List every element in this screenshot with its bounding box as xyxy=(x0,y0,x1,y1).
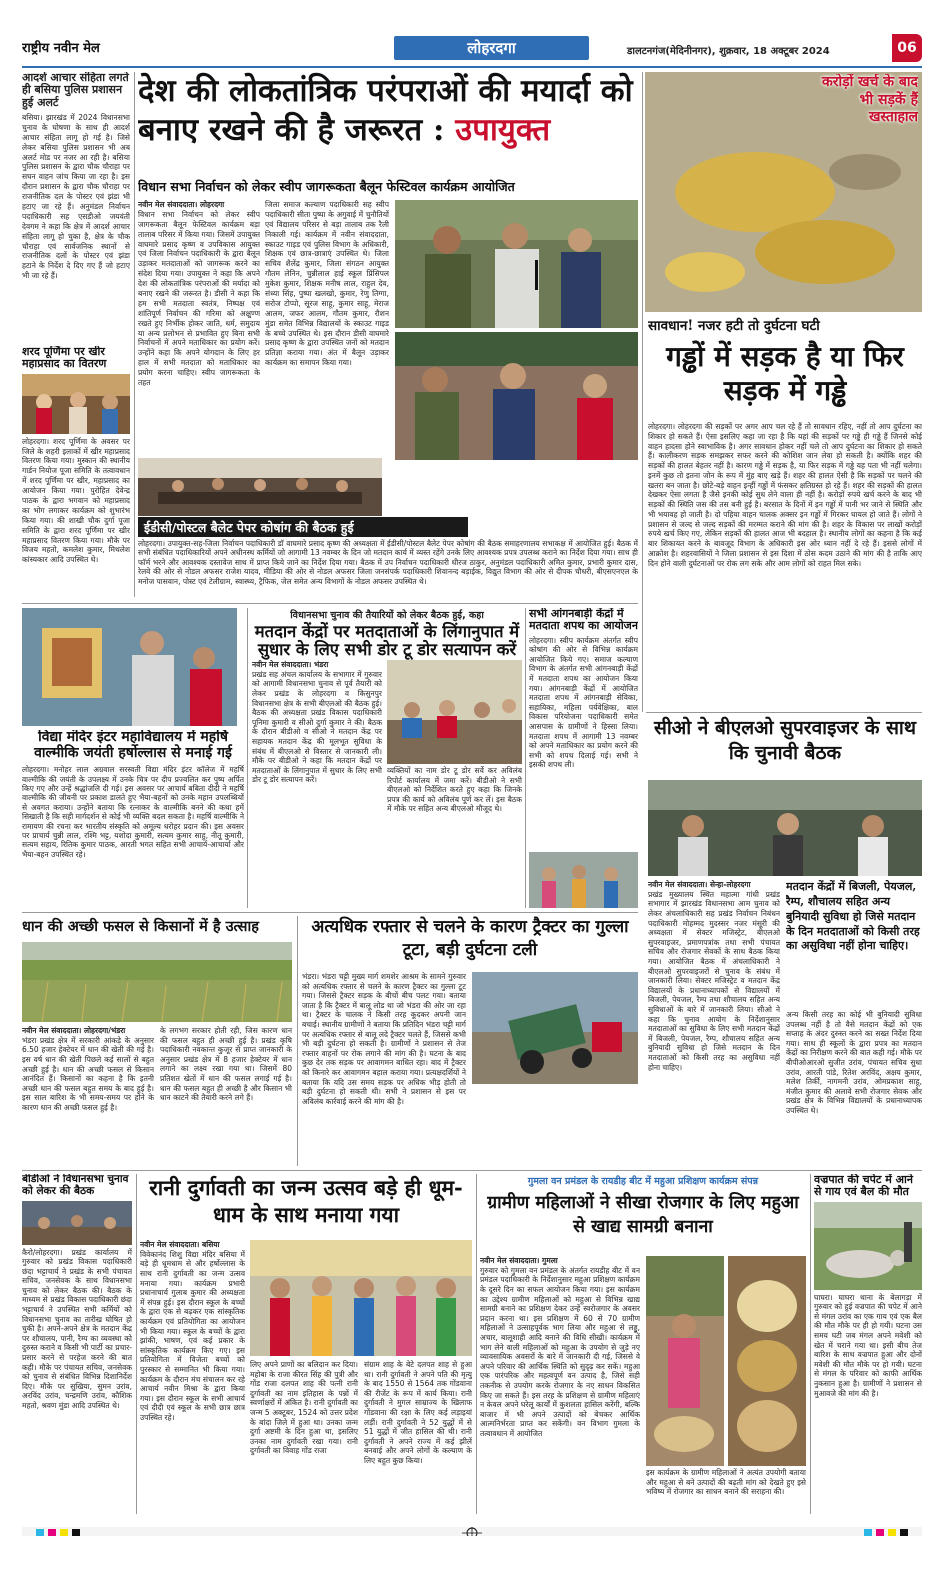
photo-bdo-meeting xyxy=(22,1201,132,1245)
headline-tail: उपायुक्त xyxy=(455,111,551,148)
lead-subhead: विधान सभा निर्वाचन को लेकर स्वीप जागरूकता बैलून फेस्टिवल कार्यक्रम आयोजित xyxy=(138,179,515,194)
photo-balloon-festival-dc xyxy=(395,200,638,328)
article-text: लोहरदगा। उपायुक्त-सह-जिला निर्वाचन पदाधिकारी डॉ वाघमारे प्रसाद कृष्ण की अध्यक्षता में ईडीसी/पोस्टल बैलेट पेपर कोषांग की बैठक समाहरणालय सभाकक्ष में आयोजित हुई। बैठक में सभी संबंधित पदाधिकारियों अपने अधीनस्थ कर्मियों जो आगामी 13 नवम्बर के दिन जो मतदान कार्य में व्यस्त रहेंगे उनके लिए आवश्यक प्रपत्र उपलब्ध कराने का निर्देश दिया गया। साथ ही फॉर्म भरने और आवश्यक दस्तावेज साथ में प्राप्त किये जाने का निर्देश दिया गया। बैठक में उप निर्वाचन पदाधिकारी धीरज ठाकुर, अनुमंडल पदाधिकारी अमित कुमार, प्रभारी कुमार दास, रेलवे की ओर से नोडल अफसर राजेश यादव, मीडिया की ओर से नोडल अफसर जिला जनसंपर्क पदाधिकारी शिवानन्द बड़ाईक, विद्युत विभाग की ओर से दीपक चौधरी, बीएसएनएल के मनोज पासवान, पोस्ट एवं टेलीग्राम, स्वास्थ्य, ट्रैफिक, जेल समेत अन्य विभागों के नोडल अफसर उपस्थित थे। xyxy=(138,539,638,586)
masthead xyxy=(22,34,922,64)
co-meeting-pullquote: मतदान केंद्रों में बिजली, पेयजल, रैम्प, शौचालय सहित अन्य बुनियादी सुविधा हो जिसे मतदान के दिन मतदाताओं को किसी तरह का असुविधा नहीं होना चाहिए। xyxy=(786,880,920,953)
headline: बीडीओ ने विधानसभा चुनाव को लेकर की बैठक xyxy=(22,1174,129,1197)
article-text: भंडरा प्रखंड क्षेत्र में सरकारी आंकड़े के अनुसार 6.50 हजार हेक्टेयर में धान की खेती की गई है। इस वर्ष धान की खेती पिछले कई सालों से बहुत अच्छी हुई है। धान की अच्छी फसल से किसान आनंदित हैं। किसानों का कहना है कि इतनी अच्छी धान की फसल बहुत समय के बाद हुई है। इस साल बारिश के भी समय-समय पर होने के कारण धान की अच्छी फसल हुई है। xyxy=(22,1035,154,1113)
photo-kheer-distribution xyxy=(22,374,130,434)
paddy-text-col2 xyxy=(160,1026,292,1166)
mahua-text xyxy=(480,1256,640,1514)
durgavati-text-col3 xyxy=(364,1360,472,1514)
headline: शरद पूर्णिमा पर खीर महाप्रसाद का वितरण xyxy=(22,346,107,371)
column-divider xyxy=(476,1174,477,1514)
headline: मतदान केंद्रों पर मतदाताओं के लिंगानुपात में सुधार के लिए सभी डोर टू डोर सत्यापन करें xyxy=(254,622,520,660)
article-text: लोहरदगा। लोहरदगा की सड़कों पर अगर आप चल रहे हैं तो सावधान रहिए, नहीं तो आप दुर्घटना का शिकार हो सकते हैं। ऐसा इसलिए कहा जा रहा है कि यहां की सड़कों पर गड्ढे ही गड्ढे हैं जिनसे कोई वाहन हादसा होने स्वाभाविक है। अगर सावधान होकर नहीं चले तो आप दुर्घटना का शिकार हो सकते हैं। कालीकरण सड़क समझकर सफर करने की कोशिश जान लेवा हो सकती है। क्योंकि शहर की सड़कों की हालत बेहतर नहीं है। कारण गड्ढे में सड़क है, या फिर सड़क में गड्ढे यह पता भी नहीं चलेगा। इनमें कुछ तो इतना जोन के रूप में मुंह बाए खड़े हैं। शहर की हालत ऐसी है कि सड़कों पर चलने की खतरा बन जाता है। छोटे-बड़े वाहन इन्हीं गड्ढों में फंसकर क्षतिग्रस्त हो रहे हैं। शहर की सड़कों की हालत देखकर ऐसा लगता है जैसे इनकी कोई सुध लेने वाला ही नहीं है। करोड़ों रुपये खर्च करने के बाद भी सड़कों की स्थिति जस की तस बनी हुई है। बरसात के दिनों में इन गड्ढों में पानी भर जाने से स्थिति और भी भयावह हो जाती है। दो पहिया वाहन चालक अक्सर इन गड्ढों में गिरकर घायल हो जाते हैं। लोगों ने प्रशासन से जल्द से जल्द सड़कों की मरम्मत कराने की मांग की है। शहर के विकास पर लाखों करोड़ों रुपये खर्च किए गए, लेकिन सड़कों की हालत आज भी बदहाल है। स्थानीय लोगों का कहना है कि कई बार शिकायत करने के बावजूद विभाग के अधिकारी इस ओर ध्यान नहीं दे रहे हैं। इससे लोगों में आक्रोश है। शहरवासियों ने जिला प्रशासन से इस दिशा में ठोस कदम उठाने की मांग की है ताकि आए दिन होने वाली दुर्घटनाओं पर रोक लग सके और आम लोगों को राहत मिल सके। xyxy=(648,422,922,568)
section-divider xyxy=(22,1170,922,1171)
headline: वज्रपात की चपेट में आने से गाय एवं बैल की मौत xyxy=(814,1174,914,1199)
article-text: प्रखंड सह अंचल कार्यालय के सभागार में गुरुवार को आगामी विधानसभा चुनाव से पूर्व तैयारी को लेकर प्रखंड के लोहरदगा व किसुनपुर विधानसभा क्षेत्र के सभी बीएलओ की बैठक हुई। बैठक की अध्यक्षता प्रखंड विकास पदाधिकारी पूनिमा कुमारी व सीओ दुर्गा कुमार ने की। बैठक के दौरान बीडीओ व सीओ ने मतदान केंद्र पर सहायक मतदान केंद्र की मूलभूत सुविधा के संबंध में बीएलओ से विस्तार से जानकारी ली। मौके पर बीडीओ ने कहा कि मतदान केंद्रों पर मतदाताओं के लिंगानुपात में सुधार के लिए सभी डोर टू डोर सत्यापन करें। xyxy=(252,669,382,785)
photo-co-meeting xyxy=(648,780,922,876)
story-paddy-headline: धान की अच्छी फसल से किसानों में है उत्साह xyxy=(22,918,259,935)
column-divider xyxy=(642,72,643,712)
edc-meeting-headline: ईडीसी/पोस्टल बैलेट पेपर कोषांग की बैठक हुई xyxy=(138,517,468,537)
kicker: विधानसभा चुनाव की तैयारियों को लेकर बैठक हुई, कहा xyxy=(290,610,484,621)
byline: नवीन मेल संवाददाता। लोहरदगा/भंडरा xyxy=(22,1026,126,1035)
photo-dead-cattle xyxy=(814,1202,922,1290)
column-divider xyxy=(810,1174,811,1514)
gender-ratio-text-col1 xyxy=(252,660,382,908)
masthead-rule xyxy=(22,66,922,68)
byline: नवीन मेल संवाददाता। भंडरा xyxy=(252,660,329,669)
story-rani-durgavati-headline: रानी दुर्गावती का जन्म उत्सव बड़े ही धूम-धाम के साथ मनाया गया xyxy=(149,1175,463,1228)
article-text: प्रखंड मुख्यालय स्थित महात्मा गांधी प्रखंड सभागार में झारखंड विधानसभा आम चुनाव को लेकर अंचलाधिकारी सह प्रखंड निर्वाचन निबंधन पदाधिकारी मोहम्मद मुदस्सर नजर मंसूरी की अध्यक्षता में सेक्टर मजिस्ट्रेट, बीएलओ सुपरवाइजर, प्रमाणपत्रांक तथा सभी पंचायत सचिव और रोजगार सेवकों के साथ बैठक किया गया। आयोजित बैठक में अंचलाधिकारी ने बीएलओ सुपरवाइजरों से चुनाव के संबंध में जानकारी लिया। सेक्टर मजिस्ट्रेट व मतदान केंद्र विद्यालयों के प्रधानाध्यापकों से विद्यालयों में बिजली, पेयजल, रैम्प तथा शौचालय सहित अन्य सुविधाओं के बारे में जानकारी लिया। सीओ ने कहा कि चुनाव आयोग के निर्देशानुसार मतदाताओं का सुविधा के लिए सभी मतदान केंद्रों में बिजली, पेयजल, रैम्प, शौचालय सहित अन्य बुनियादी सुविधा हो जिसे मतदान के दिन मतदाताओं को किसी तरह का असुविधा नहीं होना चाहिए। xyxy=(648,889,780,1072)
article-text: विधान सभा निर्वाचन को लेकर स्वीप जागरूकता बैलून फेस्टिवल कार्यक्रम बड़ा तालाब परिसर में किया गया। जिसमें उपायुक्त वाघमारे प्रसाद कृष्ण व उपविकास आयुक्त एवं जिला निर्वाचन पदाधिकारी के द्वारा बैलून उड़ाकर मतदाताओं को जागरूक करने का संदेश दिया गया। उपायुक्त ने कहा कि अपने देश की लोकतांत्रिक परंपराओं की मर्यादा को बनाए रखने की जरूरत है। डीसी ने कहा कि हम सभी मतदाता स्वतंत्र, निष्पक्ष एवं शांतिपूर्ण निर्वाचन की गरिमा को अक्षुण्ण रखते हुए निर्भीक होकर जाति, धर्म, समुदाय या अन्य प्रलोभन से प्रभावित हुए बिना सभी निर्वाचनों में अपने मताधिकार का प्रयोग करें। उन्होंने कहा कि अपने योगदान के लिए हर हाल में सभी मतदाता को मताधिकार का प्रयोग करना चाहिए। स्वीप जागरूकता के तहत xyxy=(138,209,260,388)
dateline: डालटनगंज(मेदिनीनगर), शुक्रवार, 18 अक्टूबर 2024 xyxy=(627,46,830,57)
photo-valmiki-jayanti xyxy=(22,608,237,726)
byline: नवीन मेल संवाददाता। गुमला xyxy=(480,1256,558,1265)
article-text: घाघरा। घाघरा थाना के बेलागड़ा में गुरुवार को हुई वज्रपात की चपेट में आने से मंगल उरांव का एक गाय एवं एक बैल की मौत मौके पर ही हो गयी। घटना उस समय घटी जब मंगल अपने मवेशी को खेत में चराने गया था। इसी बीच तेज बारिश के साथ वज्रपात हुआ और दोनों मवेशी की मौत मौके पर हो गयी। घटना से मंगल के परिवार को काफी आर्थिक नुकसान हुआ है। ग्रामीणों ने प्रशासन से मुआवजे की मांग की है। xyxy=(814,1292,922,1398)
section-divider xyxy=(22,603,638,604)
pothole-kicker: सावधान! नजर हटी तो दुर्घटना घटी xyxy=(648,318,820,334)
article-text: जिला समाज कल्याण पदाधिकारी सह स्वीप पदाधिकारी सीता पुष्पा के अगुवाई में चुनौतियों एवं विद्यालय परिसर से बड़ा तालाब तक रैली निकाली गई। कार्यक्रम में नवीन संवाददाता, स्काउट गाइड एवं पुलिस विभाग के अधिकारी, शिक्षक एवं छात्र-छात्राएं उपस्थित थे। जिला सचिव शैलेंद्र कुमार, जिला संगठन आयुक्त गौतम लेनिन, चुन्नीलाल हाई स्कूल प्रिंसिपल मुकेश कुमार, शिक्षक मनीष लाल, राहुल देव, संध्या सिंह, पुष्पा खलखो, कुमार, रेणु तिग्गा, सरोज टोप्पो, सूरज साहू, कुमार साहू, मेराज आलम, जफर आलम, गौतम कुमार, रौशन मुंडा समेत विभिन्न विद्यालयों के स्काउट गाइड के बच्चे उपस्थित थे। इस दौरान डीसी वाघमारे प्रसाद कृष्ण के द्वारा उपस्थित जनों को मतदान प्रतिज्ञा कराया गया। अंत में बैलून उड़ाकर कार्यक्रम का समापन किया गया। xyxy=(265,200,389,368)
article-text: लोहरदगा। मनोहर लाल अग्रवाल सरस्वती विद्या मंदिर इंटर कॉलेज में महर्षि वाल्मीकि की जयंती के उपलक्ष्य में उनके चित्र पर दीप प्रज्वलित कर पुष्प अर्पित किए गए और उन्हें श्रद्धांजलि दी गई। इस अवसर पर आचार्य बबिता दीदी ने महर्षि वाल्मीकि की जीवनी पर प्रकाश डालते हुए भैया-बहनों को उनके महान उपलब्धियों से अवगत कराया। उन्होंने बताया कि रत्नाकर के वाल्मीकि बनने की कथा हमें सिखाती है कि सही मार्गदर्शन से कोई भी व्यक्ति बदल सकता है। महर्षि वाल्मीकि ने रामायण की रचना कर भारतीय संस्कृति को अमूल्य धरोहर प्रदान की। इस अवसर पर प्राचार्य चुन्नी लाल, रश्मि भट्ट, यशोदा कुमारी, सत्यम कुमार साहु, नीतू कुमारी, सत्यम सहाय, रितिक कुमार पाठक, आरती भगत सहित सभी आचार्य-आचार्या और भैया-बहन उपस्थित रहे। xyxy=(22,765,244,859)
photo-anganwadi-oath xyxy=(529,852,638,908)
mahua-photo-caption xyxy=(646,1468,806,1514)
column-divider xyxy=(247,608,248,908)
story-edc-meeting-text xyxy=(138,539,638,599)
article-text: कैरो/लोहरदगा। प्रखंड कार्यालय में गुरुवार को प्रखंड विकास पदाधिकारी छंदा भट्टाचार्य ने प्रखंड के सभी पंचायत सचिव, जनसेवक के साथ विधानसभा चुनाव को लेकर बैठक की। बैठक के माध्यम से प्रखंड विकास पदाधिकारी छंदा भट्टाचार्य ने उपस्थित सभी कर्मियों को विधानसभा चुनाव का तारीख घोषित हो चुकी है। अपने-अपने क्षेत्र के मतदान केंद्र पर शौचालय, पानी, रैम्प का व्यवस्था को दुरुस्त कराने व किसी भी पार्टी का प्रचार-प्रसार करने से परहेज करने की बात कही। मौके पर पंचायत सचिव, जनसेवक को चुनाव से संबंधित विभिन्न दिशानिर्देश दिए। मौके पर सुखिया, सुमन उरांव, अरविंद उरांव, चन्द्रमणि उरांव, कौशिक महतो, श्रवण मुंडा आदि उपस्थित थे। xyxy=(22,1247,132,1410)
lead-text-col2 xyxy=(265,200,389,458)
column-divider xyxy=(136,1174,137,1514)
story-voter-oath xyxy=(529,608,638,848)
photo-edc-meeting xyxy=(138,458,382,516)
byline: नवीन मेल संवाददाता। सेन्हा-लोहरदगा xyxy=(648,880,751,889)
byline: नवीन मेल संवाददाता। बसिया xyxy=(140,1240,220,1249)
brand-logo: राष्ट्रीय नवीन मेल xyxy=(22,41,100,56)
story-mahua-headline: ग्रामीण महिलाओं ने सीखा रोजगार के लिए महुआ से खाद्य सामग्री बनाना xyxy=(487,1193,799,1237)
pothole-overlay-headline: करोड़ों खर्च के बाद भी सड़कें हैं खस्ताहाल xyxy=(822,74,918,125)
photo-balloon-festival-students xyxy=(395,332,638,460)
story-co-blo-meeting-headline: सीओ ने बीएलओ सुपरवाइजर के साथ कि चुनावी बैठक xyxy=(653,717,916,764)
photo-tractor-accident xyxy=(472,972,638,1084)
article-text: विवेकानंद शिशु विद्या मंदिर बसिया में बड़े ही धूमधाम से और हर्षोल्लास के साथ रानी दुर्गावती का जन्म उत्सव मनाया गया। कार्यक्रम प्रभारी प्रधानाचार्य गुलाब कुमार की अध्यक्षता में संपन्न हुई। इस दौरान स्कूल के बच्चों के द्वारा एक से बढ़कर एक सांस्कृतिक कार्यक्रम एवं प्रतियोगिता का आयोजन भी किया गया। स्कूल के बच्चों के द्वारा झांकी, भाषण, एवं कई प्रकार के सांस्कृतिक कार्यक्रम किए गए। इस प्रतियोगिता में विजेता बच्चों को पुरस्कार से सम्मानित भी किया गया। कार्यक्रम के दौरान मंच संचालन कर रहे आचार्य नवीन मिश्रा के द्वारा किया गया। इस दौरान स्कूल के सभी आचार्य एवं दीदी एवं स्कूल के सभी छात्र छात्र उपस्थित रहे। xyxy=(140,1249,245,1422)
page-number: 06 xyxy=(892,34,922,62)
headline-main: देश की लोकतांत्रिक परंपराओं की मयार्दा को बनाए रखने की है जरूरत : xyxy=(138,73,633,148)
section-divider xyxy=(22,912,638,913)
color-registration-strip xyxy=(22,1524,922,1536)
article-text: लोहरदगा। स्वीप कार्यक्रम अंतर्गत स्वीप कोषांग की ओर से विभिन्न कार्यक्रम आयोजित किये गए। समाज कल्याण विभाग के अंतर्गत सभी आंगनबाड़ी केंद्रों में मतदाता शपथ का आयोजन किया गया। आंगनबाड़ी केंद्रों में आयोजित मतदाता शपथ में आंगनबाड़ी सेविका, सहायिका, महिला पर्यवेक्षिका, बाल विकास परियोजना पदाधिकारी समेत आसपास के ग्रामीणों ने हिस्सा लिया। मतदाता शपथ में आगामी 13 नवम्बर को अपने मताधिकार का प्रयोग करने की सभी को शपथ दिलाई गई। सभी ने इसकी शपथ ली। xyxy=(529,635,638,770)
byline: नवीन मेल संवाददाता। लोहरदगा xyxy=(138,200,225,209)
co-meeting-text-2 xyxy=(786,1010,922,1164)
lead-text-col1 xyxy=(138,200,260,458)
caption-text: इस कार्यक्रम के ग्रामीण महिलाओं ने अत्यंत उपयोगी बताया और महुआ से बने उत्पादों की बढ़ती मांग को देखते हुए इसे भविष्य में रोजगार का साधन बनाने की सराहना की। xyxy=(646,1468,806,1497)
story-tractor-headline: अत्यधिक रफ्तार से चलने के कारण ट्रैक्टर का गुल्ला टूटा, बड़ी दुर्घटना टली xyxy=(311,917,629,960)
photo-blo-meeting xyxy=(387,660,522,764)
paddy-text-col1 xyxy=(22,1026,154,1166)
pothole-text xyxy=(648,422,922,702)
article-text: बसिया। झारखंड में 2024 विधानसभा चुनाव के घोषणा के साथ ही आदर्श आचार संहिता लागू हो गई है। जिसे लेकर बसिया पुलिस प्रशासन भी अब अलर्ट मोड पर नजर आ रही है। बसिया पुलिस प्रशासन के द्वारा चौक चौराहा पर सघन वाहन जांच किया जा रहा है। इस दौरान प्रशासन के द्वारा चौक चौराहा पर राजनीतिक दल के पोस्टर एवं झंडा भी हटाए जा रहे हैं। अनुमंडल निर्वाचन पदाधिकारी सह एसडीओ जयवंती देवगम ने कहा कि क्षेत्र में आदर्श आचार संहिता लागू हो चुका है, क्षेत्र के चौक चौराहा एवं सार्वजनिक स्थानों से राजनीतिक दलों के पोस्टर एवं झंडा हटाने के निर्देश दे दिए गए हैं जो हटाए भी जा रहे हैं। xyxy=(22,112,130,281)
article-text: भंडरा। भंडरा चट्टी मुख्य मार्ग शमशेर आश्रम के सामने गुरुवार को अत्यधिक रफ्तार से चलने के कारण ट्रैक्टर का गुल्ला टूट गया। जिससे ट्रैक्टर सड़क के बीचों बीच पलट गया। बताया जाता है कि ट्रैक्टर में बालू लोड था जो भंडरा की ओर जा रहा था। ट्रैक्टर के चालक ने किसी तरह कूदकर अपनी जान बचाई। स्थानीय ग्रामीणों ने बताया कि प्रतिदिन भंडरा चट्टी मार्ग पर अत्यधिक रफ्तार से बालू लदे ट्रैक्टर चलते हैं, जिससे कभी भी बड़ी दुर्घटना हो सकती है। ग्रामीणों ने प्रशासन से तेज रफ्तार वाहनों पर रोक लगाने की मांग की है। घटना के बाद कुछ देर तक सड़क पर आवागमन बाधित रहा। बाद में ट्रैक्टर को किनारे कर आवागमन बहाल कराया गया। प्रत्यक्षदर्शियों ने बताया कि यदि उस समय सड़क पर अधिक भीड़ होती तो बड़ी दुर्घटना हो सकती थी। सभी ने प्रशासन से इस पर अविलंब कार्रवाई करने की मांग की है। xyxy=(302,972,466,1106)
tractor-text xyxy=(302,972,466,1166)
story-police-alert xyxy=(22,72,130,342)
durgavati-text-col1 xyxy=(140,1240,245,1514)
section-divider xyxy=(646,712,922,713)
article-text: के लगभग सरकार होती रही, जिस कारण धान की फसल बहुत ही अच्छी हुई है। प्रखंड कृषि पदाधिकारी नवकान्त कुजूर से प्राप्त जानकारी के अनुसार प्रखंड क्षेत्र में 8 हजार हेक्टेयर में धान लगाने का लक्ष्य रखा गया था। जिसमें 80 प्रतिशत खेतों में धान की फसल लगाई गई है। धान की फसल बहुत ही अच्छी है और किसान भी धान काटने की तैयारी करने लगे हैं। xyxy=(160,1026,292,1103)
story-valmiki-jayanti xyxy=(22,730,244,908)
article-text: लोहरदगा। शरद पूर्णिमा के अवसर पर जिले के शहरी इलाकों में खीर महाप्रसाद वितरण किया गया। मुस्कान की स्थानीय गार्डन नियोज पूजा समिति के तत्वावधान में शरद पूर्णिमा पर खीर, महाप्रसाद का आयोजन किया गया। पुरोहित देवेन्द्र पाठक के द्वारा भगवान को महाप्रसाद का भोग लगाकर कार्यक्रम को शुभारंभ किया गया। की शाखी चौक दुर्गा पूजा समिति के द्वारा शरद पूर्णिमा पर खीर महाप्रसाद वितरण किया गया। मौके पर विजय महतो, कमलेश कुमार, मिथलेश कांस्यकार आदि उपस्थित थे। xyxy=(22,436,130,565)
article-text: गुरुवार को गुमला वन प्रमंडल के अंतर्गत रायडीह बीट में वन प्रमंडल पदाधिकारी के निर्देशानुसार महुआ प्रशिक्षण कार्यक्रम के दूसरे दिन का सफल आयोजन किया गया। इस कार्यक्रम का उद्देश्य ग्रामीण महिलाओं को महुआ से विभिन्न खाद्य सामग्री बनाने का प्रशिक्षण देकर उन्हें स्वरोजगार के अवसर प्रदान करना था। इस प्रशिक्षण में 60 से 70 ग्रामीण महिलाओं ने उत्साहपूर्वक भाग लिया और महुआ से लड्डू, अचार, बालूशाही आदि बनाने की विधि सीखी। कार्यक्रम में भाग लेने वाली महिलाओं को महुआ के उपयोग से जुड़े नए व्यावसायिक अवसरों के बारे में जानकारी दी गई, जिससे वे अपने परिवार की आर्थिक स्थिति को सुदृढ़ कर सकें। महुआ एक पारंपरिक और महत्वपूर्ण वन उत्पाद है, जिसे सही तकनीक से उपयोग करके रोजगार के नए साधन विकसित किए जा सकते हैं। इस तरह के प्रशिक्षण से ग्रामीण महिलाएं न केवल अपने घरेलू कार्यों में कुशलता हासिल करेंगी, बल्कि बाजार में भी अपने उत्पादों को बेचकर आर्थिक आत्मनिर्भरता प्राप्त कर सकेंगी। वन विभाग गुमला के तत्वावधान में आयोजित xyxy=(480,1265,640,1438)
co-meeting-text xyxy=(648,880,780,1164)
registration-marks xyxy=(22,1527,922,1536)
article-text: संग्राम शाह के बेटे दलपत शाह से हुआ था। रानी दुर्गावती ने अपने पति की मृत्यु के बाद 1550 से 1564 तक गोंडवाना की रीजेंट के रूप में कार्य किया। रानी दुर्गावती ने मुगल साम्राज्य के खिलाफ गोंडवाना की रक्षा के लिए कई लड़ाइयां लड़ीं। रानी दुर्गावती ने 52 युद्धों में से 51 युद्धों में जीत हासिल की थी। रानी दुर्गावती ने अपने राज्य में कई झीलें बनवाई और अपने लोगों के कल्याण के लिए बहुत कुछ किया। xyxy=(364,1360,472,1465)
photo-durgavati-celebration xyxy=(250,1240,472,1356)
story-sharad-purnima xyxy=(22,346,130,596)
article-text: अन्य किसी तरह का कोई भी बुनियादी सुविधा उपलब्ध नहीं है तो वैसे मतदान केंद्रों को एक सप्ताह के अंदर दुरुस्त करने का सख्त निर्देश दिया गया। साथ ही स्कूलों के द्वारा प्रपत्र का मतदान केंद्रों का निरीक्षण करने की बात कही गई। मौके पर बीपीओआरओ सुजीत उरांव, पंचायत सचिव सुधा उरांव, आरती पांडे, रितेश अरविंद, अक्षय कुमार, मलेश तिर्की, नागमनी उरांव, ओमप्रकाश साहू, मंजीत कुमार की अलावे सभी रोजगार सेवक और प्रखंड क्षेत्र के विभिन्न विद्यालयों के प्रधानाध्यापक उपस्थित थे। xyxy=(786,1010,922,1115)
story-bdo-meeting xyxy=(22,1174,132,1514)
photo-paddy-field xyxy=(22,942,292,1022)
lead-headline xyxy=(138,72,638,174)
story-lightning xyxy=(814,1174,922,1514)
photo-mahua-products xyxy=(728,1256,806,1466)
article-text: लिए अपने प्राणों का बलिदान कर दिया। महोबा के राजा कीरत सिंह की पुत्री और गोंड राजा दलपत शाह की पत्नी रानी दुर्गावती का नाम इतिहास के पन्नों में स्वर्णाक्षरों में अंकित है। रानी दुर्गावती का जन्म 5 अक्टूबर, 1524 को उत्तर प्रदेश के बांदा जिले में हुआ था। उनका जन्म दुर्गा अष्टमी के दिन हुआ था, इसलिए उनका नाम दुर्गावती रखा गया। रानी दुर्गावती का विवाह गोंड राजा xyxy=(250,1360,358,1456)
column-divider xyxy=(297,916,298,1166)
headline: आदर्श आचार संहिता लगते ही बसिया पुलिस प्रशासन हुई अलर्ट xyxy=(22,72,129,109)
headline: विद्या मंदिर इंटर महाविद्यालय में महर्षि वाल्मीकि जयंती हर्षोल्लास से मनाई गई xyxy=(34,730,232,761)
photo-mahua-training-women xyxy=(646,1256,724,1466)
durgavati-text-col2 xyxy=(250,1360,358,1514)
headline: सभी आंगनबाड़ी केंद्रों में मतदाता शपथ का आयोजन xyxy=(529,608,638,633)
column-divider xyxy=(525,608,526,908)
article-text: व्यक्तियों का नाम डोर टू डोर सर्वे कर अविलंब रिपोर्ट कार्यालय में जमा करें। बीडीओ ने सभी बीएलओ को निर्देशित करते हुए कहा कि जिनके प्रपत्र की कार्य को अविलंब पूर्ण कर लें। इस बैठक में मौके पर सहित अन्य बीएलओ मौजूद थे। xyxy=(387,766,522,814)
story-mahua-kicker: गुमला वन प्रमंडल के रायडीह बीट में महुआ प्रशिक्षण कार्यक्रम संपन्न xyxy=(527,1176,759,1187)
section-banner: लोहरदगा xyxy=(394,36,589,60)
column-divider xyxy=(134,72,135,597)
pothole-headline: गड्ढों में सड़क है या फिर सड़क में गड्ढे xyxy=(666,340,904,407)
gender-ratio-text-col2 xyxy=(387,766,522,908)
